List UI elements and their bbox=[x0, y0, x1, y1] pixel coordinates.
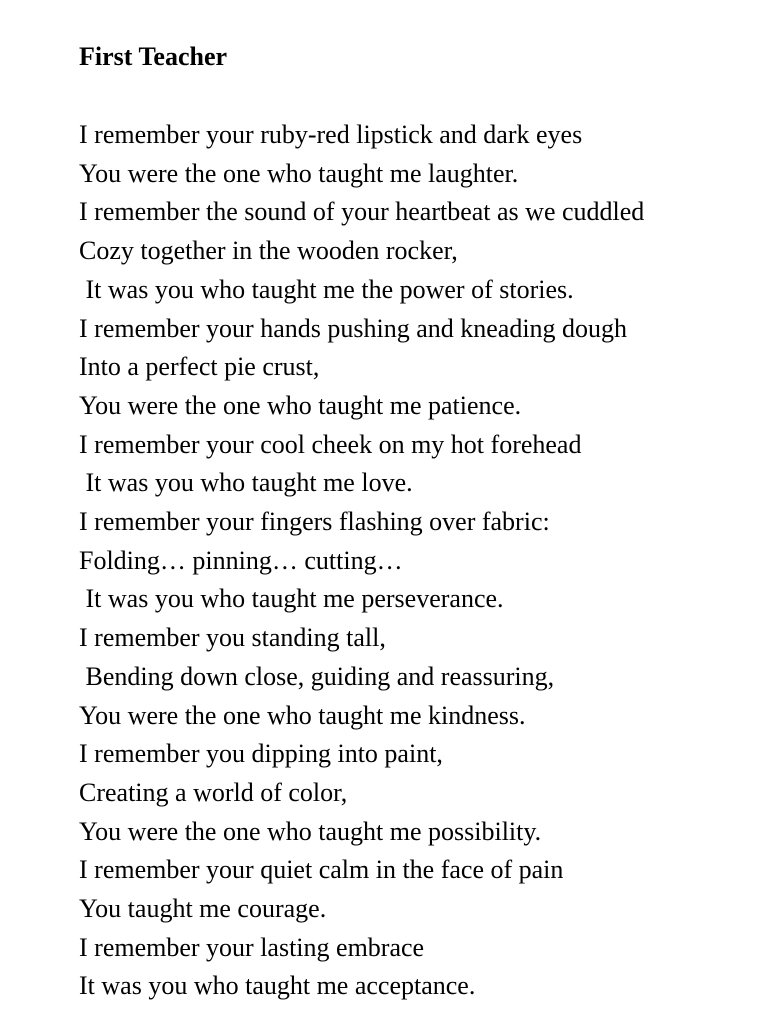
poem-line: I remember you dipping into paint, bbox=[79, 739, 443, 769]
poem-line: It was you who taught me love. bbox=[79, 468, 413, 498]
poem-line: You were the one who taught me laughter. bbox=[79, 158, 519, 188]
poem-line: It was you who taught me the power of stories. bbox=[79, 274, 574, 304]
poem-line: You were the one who taught me kindness. bbox=[79, 700, 526, 730]
poem-line: You were the one who taught me patience. bbox=[79, 390, 522, 420]
poem-document bbox=[79, 38, 769, 1006]
poem-line: I remember you standing tall, bbox=[79, 623, 386, 653]
poem-line: I remember your ruby-red lipstick and dark eyes bbox=[79, 120, 583, 149]
poem-line: I remember the sound of your heartbeat as we cuddled bbox=[79, 197, 645, 227]
poem-line: I remember your cool cheek on my hot forehead bbox=[79, 429, 582, 459]
poem-line: Cozy together in the wooden rocker, bbox=[79, 236, 458, 266]
poem-line: I remember your quiet calm in the face of pain bbox=[79, 855, 564, 885]
poem-line: I remember your hands pushing and kneading dough bbox=[79, 313, 628, 343]
poem-line: Bending down close, guiding and reassuring, bbox=[79, 661, 555, 691]
poem-line: I remember your fingers flashing over fabric: bbox=[79, 507, 550, 537]
poem-line: I remember your lasting embrace bbox=[79, 932, 425, 962]
poem-line: It was you who taught me perseverance. bbox=[79, 584, 504, 614]
poem-line: You taught me courage. bbox=[79, 894, 327, 924]
poem-line: You were the one who taught me possibility. bbox=[79, 816, 542, 846]
poem-line: Creating a world of color, bbox=[79, 777, 348, 807]
poem-line: Folding… pinning… cutting… bbox=[79, 545, 403, 575]
poem-title: First Teacher bbox=[79, 42, 228, 71]
poem-line: It was you who taught me acceptance. bbox=[79, 971, 476, 1001]
poem-line: Into a perfect pie crust, bbox=[79, 352, 320, 382]
poem-body bbox=[79, 116, 769, 1006]
